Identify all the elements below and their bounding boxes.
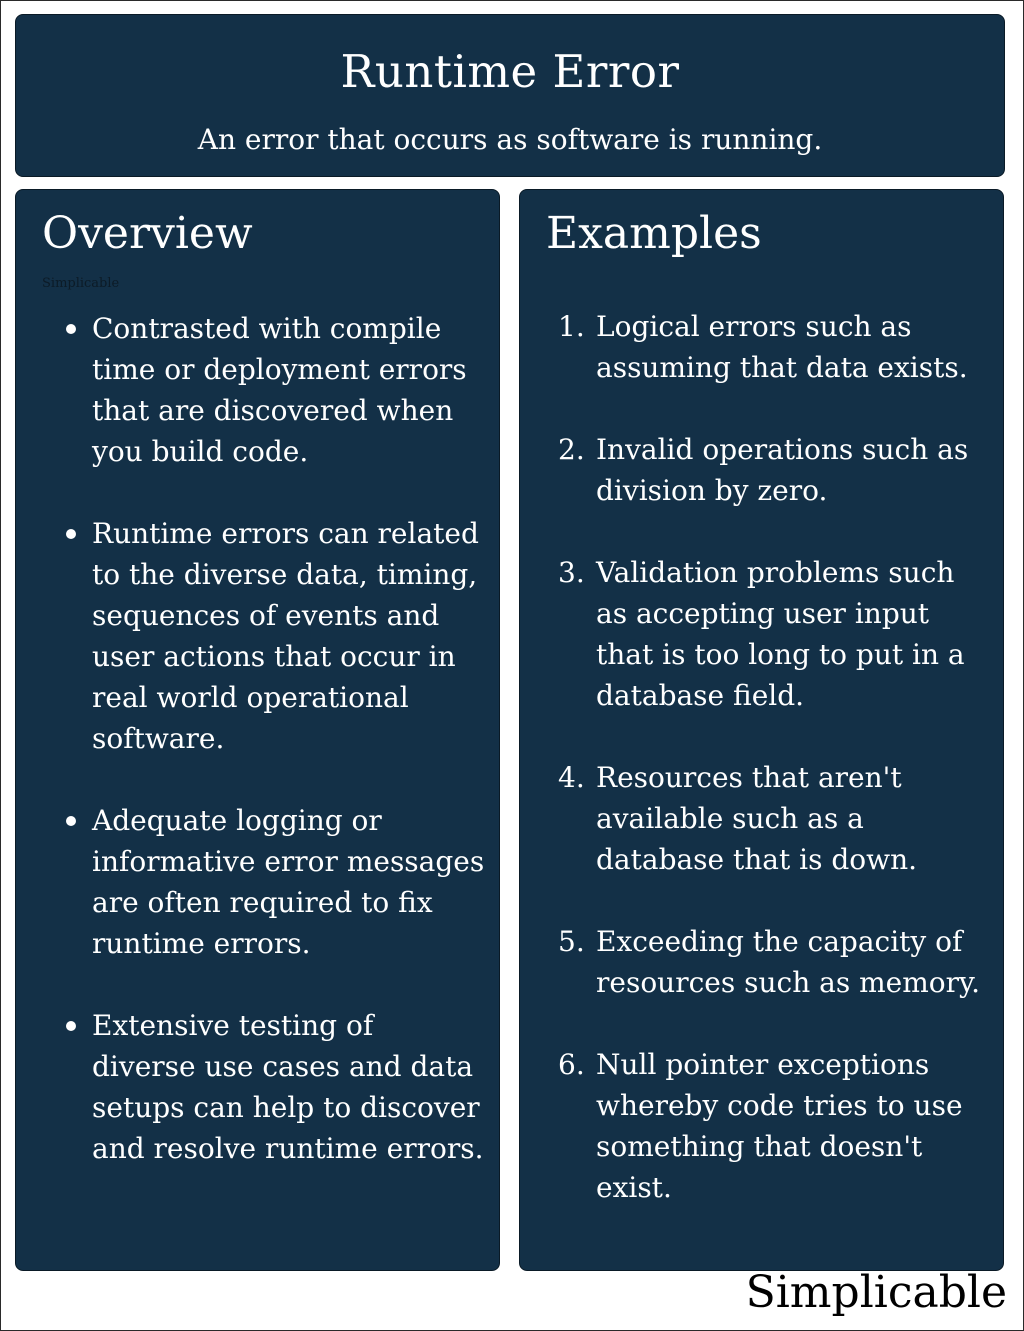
list-item-text: Null pointer exceptions whereby code tries to use something that doesn't exist. xyxy=(596,1048,963,1204)
list-item xyxy=(16,513,499,759)
item-number: 1. xyxy=(558,310,585,343)
page-subtitle: An error that occurs as software is running. xyxy=(197,123,823,156)
list-item xyxy=(520,306,1003,388)
bullet-icon xyxy=(66,529,76,539)
list-item xyxy=(520,757,1003,880)
examples-title: Examples xyxy=(546,208,762,259)
overview-list xyxy=(16,308,499,1210)
list-item-text: Validation problems such as accepting user input that is too long to put in a database field. xyxy=(596,556,965,712)
brand-logo-text: Simplicable xyxy=(745,1267,1007,1318)
list-item-text: Resources that aren't available such as a database that is down. xyxy=(596,761,918,876)
overview-title: Overview xyxy=(42,208,253,259)
item-number: 4. xyxy=(558,761,585,794)
bullet-icon xyxy=(66,324,76,334)
examples-panel xyxy=(519,189,1004,1271)
list-item xyxy=(520,552,1003,716)
list-item-text: Runtime errors can related to the diverse data, timing, sequences of events and user actions that occur in real world operational software. xyxy=(92,517,479,755)
list-item-text: Logical errors such as assuming that data exists. xyxy=(596,310,968,384)
item-number: 2. xyxy=(558,433,585,466)
list-item xyxy=(16,800,499,964)
list-item-text: Exceeding the capacity of resources such as memory. xyxy=(596,925,981,999)
list-item-text: Extensive testing of diverse use cases and data setups can help to discover and resolve runtime errors. xyxy=(92,1009,484,1165)
examples-list xyxy=(520,306,1003,1249)
list-item-text: Contrasted with compile time or deployment errors that are discovered when you build code. xyxy=(92,312,467,468)
list-item xyxy=(520,921,1003,1003)
watermark-text: Simplicable xyxy=(42,276,120,291)
header-panel xyxy=(15,14,1005,177)
page-title: Runtime Error xyxy=(340,45,680,98)
overview-panel xyxy=(15,189,500,1271)
list-item-text: Invalid operations such as division by zero. xyxy=(596,433,969,507)
bullet-icon xyxy=(66,1021,76,1031)
list-item xyxy=(520,1044,1003,1208)
item-number: 5. xyxy=(558,925,585,958)
bullet-icon xyxy=(66,816,76,826)
item-number: 3. xyxy=(558,556,585,589)
list-item xyxy=(16,308,499,472)
item-number: 6. xyxy=(558,1048,585,1081)
list-item-text: Adequate logging or informative error messages are often required to fix runtime errors. xyxy=(92,804,485,960)
list-item xyxy=(520,429,1003,511)
list-item xyxy=(16,1005,499,1169)
